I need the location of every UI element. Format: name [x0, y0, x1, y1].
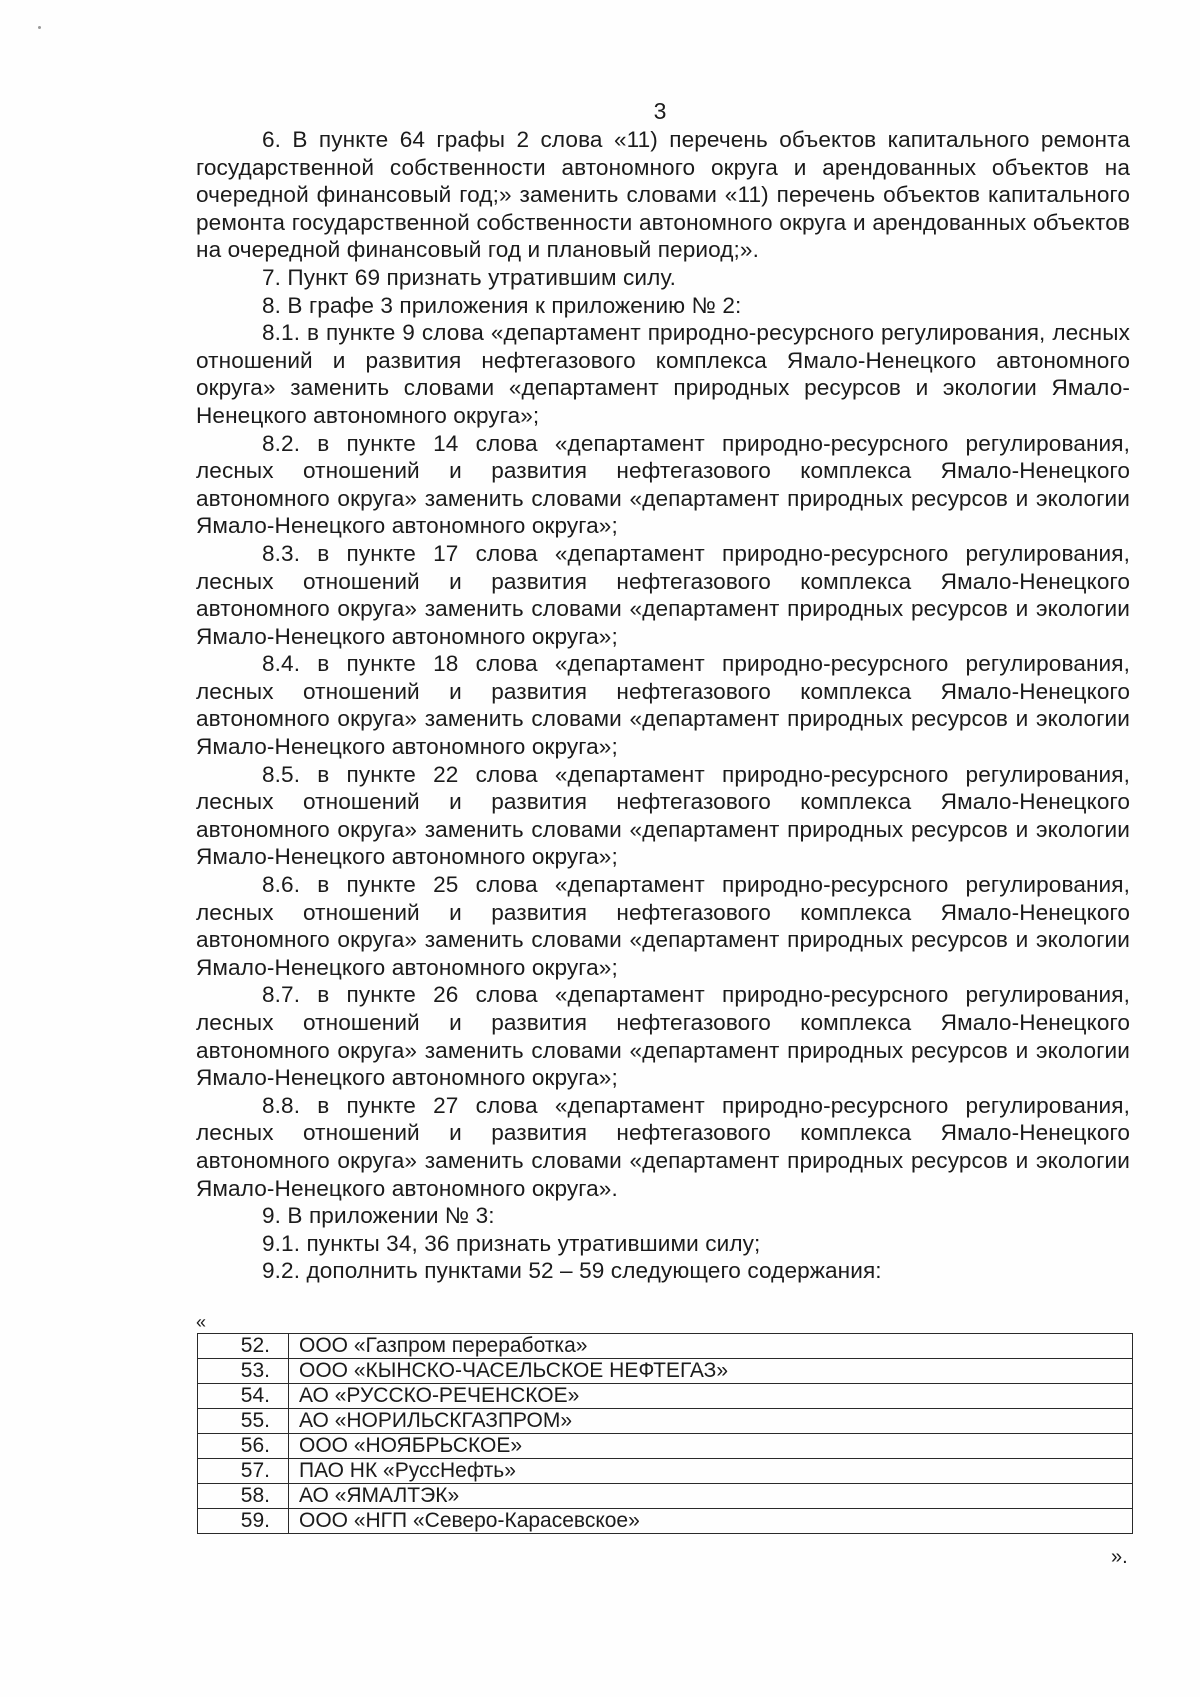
organization-name: ПАО НК «РуссНефть» — [289, 1459, 1133, 1484]
scan-speck — [38, 26, 41, 29]
table-row — [198, 1384, 1133, 1409]
row-number: 53. — [198, 1359, 289, 1384]
document-body — [196, 126, 1130, 1285]
paragraph-9-1: 9.1. пункты 34, 36 признать утратившими силу; — [262, 1230, 761, 1256]
table-row — [198, 1509, 1133, 1534]
row-number: 55. — [198, 1409, 289, 1434]
row-number: 56. — [198, 1434, 289, 1459]
organization-name: АО «ЯМАЛТЭК» — [289, 1484, 1133, 1509]
organizations-table — [197, 1333, 1133, 1534]
paragraph-9: 9. В приложении № 3: — [262, 1203, 495, 1229]
paragraph-8-3: 8.3. в пункте 17 слова «департамент природно-ресурсного регулирования, лесных отношений и развития нефтегазового комплекса Ямало-Ненецкого автономного округа» заменить словами «департамент природных ресурсов и экологии Ямало-Ненецкого автономного округа»; — [196, 540, 1130, 649]
row-number: 59. — [198, 1509, 289, 1534]
organization-name: ООО «Газпром переработка» — [289, 1334, 1133, 1359]
paragraph-8-1: 8.1. в пункте 9 слова «департамент природно-ресурсного регулирования, лесных отношений и развития нефтегазового комплекса Ямало-Ненецкого автономного округа» заменить словами «департамент природных ресурсов и экологии Ямало-Ненецкого автономного округа»; — [196, 320, 1130, 428]
organization-name: ООО «КЫНСКО-ЧАСЕЛЬСКОЕ НЕФТЕГАЗ» — [289, 1359, 1133, 1384]
table-row — [198, 1459, 1133, 1484]
organization-name: ООО «НГП «Северо-Карасевское» — [289, 1509, 1133, 1534]
table-quote-open: « — [196, 1312, 207, 1332]
row-number: 52. — [198, 1334, 289, 1359]
table-row — [198, 1484, 1133, 1509]
paragraph-8-5: 8.5. в пункте 22 слова «департамент природно-ресурсного регулирования, лесных отношений и развития нефтегазового комплекса Ямало-Ненецкого автономного округа» заменить словами «департамент природных ресурсов и экологии Ямало-Ненецкого автономного округа»; — [196, 761, 1130, 870]
paragraph-9-2: 9.2. дополнить пунктами 52 – 59 следующего содержания: — [262, 1258, 882, 1284]
paragraph-8-2: 8.2. в пункте 14 слова «департамент природно-ресурсного регулирования, лесных отношений и развития нефтегазового комплекса Ямало-Ненецкого автономного округа» заменить словами «департамент природных ресурсов и экологии Ямало-Ненецкого автономного округа»; — [196, 430, 1130, 539]
organization-name: АО «НОРИЛЬСКГАЗПРОМ» — [289, 1409, 1133, 1434]
table-row — [198, 1409, 1133, 1434]
paragraph-6: 6. В пункте 64 графы 2 слова «11) перечень объектов капитального ремонта государственной собственности автономного округа и арендованных объектов на очередной финансовый год;» заменить словами «11) перечень объектов капитального ремонта государственной собственности автономного округа и арендованных объектов на очередной финансовый год и плановый период;». — [196, 127, 1130, 263]
table-row — [198, 1359, 1133, 1384]
table-row — [198, 1434, 1133, 1459]
paragraph-8-4: 8.4. в пункте 18 слова «департамент природно-ресурсного регулирования, лесных отношений и развития нефтегазового комплекса Ямало-Ненецкого автономного округа» заменить словами «департамент природных ресурсов и экологии Ямало-Ненецкого автономного округа»; — [196, 651, 1130, 760]
paragraph-7: 7. Пункт 69 признать утратившим силу. — [262, 264, 676, 290]
row-number: 57. — [198, 1459, 289, 1484]
paragraph-8-6: 8.6. в пункте 25 слова «департамент природно-ресурсного регулирования, лесных отношений и развития нефтегазового комплекса Ямало-Ненецкого автономного округа» заменить словами «департамент природных ресурсов и экологии Ямало-Ненецкого автономного округа»; — [196, 872, 1130, 980]
paragraph-8-8: 8.8. в пункте 27 слова «департамент природно-ресурсного регулирования, лесных отношений и развития нефтегазового комплекса Ямало-Ненецкого автономного округа» заменить словами «департамент природных ресурсов и экологии Ямало-Ненецкого автономного округа». — [196, 1092, 1130, 1201]
page-number: 3 — [653, 98, 667, 124]
table-row — [198, 1334, 1133, 1359]
paragraph-8-7: 8.7. в пункте 26 слова «департамент природно-ресурсного регулирования, лесных отношений и развития нефтегазового комплекса Ямало-Ненецкого автономного округа» заменить словами «департамент природных ресурсов и экологии Ямало-Ненецкого автономного округа»; — [196, 982, 1130, 1091]
row-number: 54. — [198, 1384, 289, 1409]
organization-name: АО «РУССКО-РЕЧЕНСКОЕ» — [289, 1384, 1133, 1409]
table-quote-close: ». — [1111, 1546, 1128, 1568]
organization-name: ООО «НОЯБРЬСКОЕ» — [289, 1434, 1133, 1459]
paragraph-8: 8. В графе 3 приложения к приложению № 2: — [262, 292, 742, 318]
row-number: 58. — [198, 1484, 289, 1509]
